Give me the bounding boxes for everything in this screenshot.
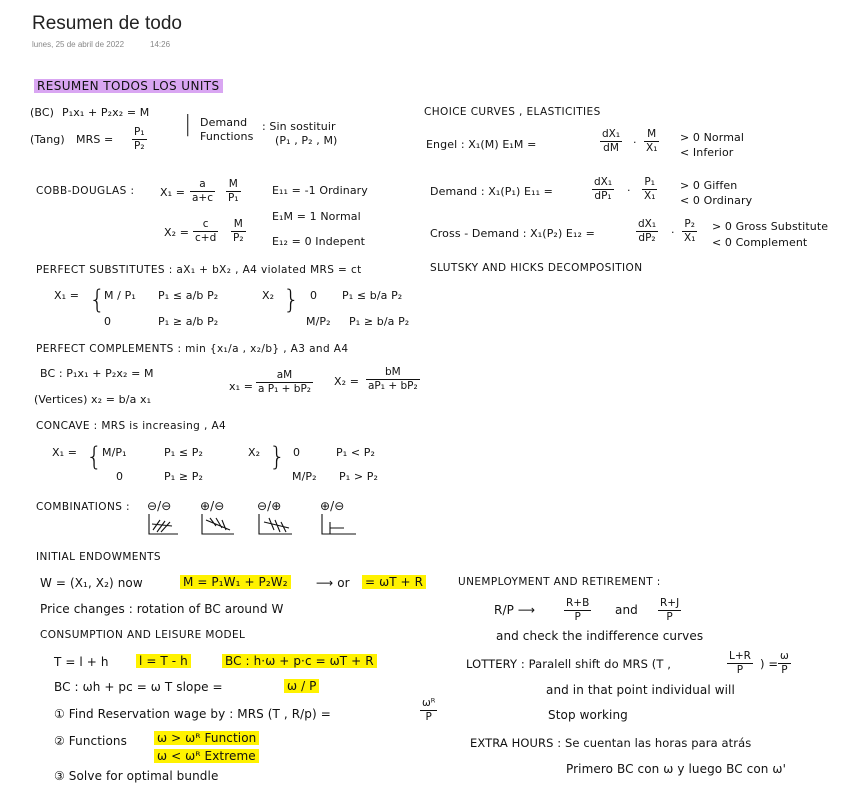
cd-m1-fraction: $\frac{M}{\text{P₁}}$	[228, 178, 239, 204]
section-heading: RESUMEN TODOS LOS UNITS	[34, 79, 223, 93]
unemployment-heading: UNEMPLOYMENT AND RETIREMENT :	[458, 576, 661, 588]
combinations-label: COMBINATIONS :	[36, 501, 130, 513]
cross-dot: ·	[671, 226, 675, 239]
cross-complement: < 0 Complement	[712, 236, 808, 249]
combo-sign-1: ⊖/⊖	[147, 499, 172, 513]
demand-p-fraction: $\frac{\text{P₁}}{\text{X₁}}$	[644, 176, 656, 202]
elasticity-e12: E₁₂ = 0 Indepent	[272, 235, 366, 248]
price-changes: Price changes : rotation of BC around W	[40, 602, 284, 616]
and-label: and	[615, 603, 638, 617]
step-2-extreme: ω < ωᴿ Extreme	[154, 749, 259, 763]
cc-brace-1: {	[86, 442, 103, 472]
lottery-line-2: and in that point individual will	[546, 683, 735, 697]
ps-case-2b: P₁ ≥ a/b P₂	[158, 315, 219, 328]
cross-fraction: $\frac{\text{dX₁}}{\text{dP₂}}$	[638, 218, 657, 244]
bc-label: (BC)	[30, 106, 55, 119]
demand-dot: ·	[627, 184, 631, 197]
ps-case-4b: P₁ ≥ b/a P₂	[349, 315, 410, 328]
sin-sustituir: : Sin sostituir	[262, 120, 336, 133]
cc-case-4a: M/P₂	[292, 470, 317, 483]
concave-heading: CONCAVE : MRS is increasing , A4	[36, 420, 227, 432]
demand-args: (P₁ , P₂ , M)	[275, 134, 338, 147]
pc-x2-fraction: $\frac{bM}{\text{aP₁ + bP₂}}$	[368, 366, 418, 392]
l-equation: l = T - h	[136, 654, 191, 668]
demand-label: Demand	[200, 116, 248, 129]
demand-giffen: > 0 Giffen	[680, 179, 738, 192]
lottery-eq: ) =	[760, 657, 779, 671]
step-3: ③ Solve for optimal bundle	[54, 769, 219, 783]
check-curves: and check the indifference curves	[496, 629, 704, 643]
engel-inferior: < Inferior	[680, 146, 734, 159]
ps-case-3a: 0	[310, 289, 318, 302]
cross-substitute: > 0 Gross Substitute	[712, 220, 829, 233]
cross-p-fraction: $\frac{\text{P₂}}{\text{X₁}}$	[684, 218, 696, 244]
cc-case-1a: M/P₁	[102, 446, 127, 459]
note-date: lunes, 25 de abril de 2022	[32, 40, 125, 49]
demand-label: Demand : X₁(P₁) E₁₁ =	[430, 185, 553, 198]
cc-case-2b: P₁ ≥ P₂	[164, 470, 203, 483]
cc-case-4b: P₁ > P₂	[339, 470, 378, 483]
bc-hw-equation: BC : h·ω + p·c = ωT + R	[222, 654, 377, 668]
tang-label: (Tang)	[30, 133, 65, 146]
step-2-function: ω > ωᴿ Function	[154, 731, 259, 745]
combo-sign-3: ⊖/⊕	[257, 499, 282, 513]
m-definition: M = P₁W₁ + P₂W₂	[180, 575, 291, 589]
initial-endowments-heading: INITIAL ENDOWMENTS	[36, 551, 161, 563]
cc-case-3a: 0	[293, 446, 301, 459]
ps-case-3b: P₁ ≤ b/a P₂	[342, 289, 403, 302]
cc-x1: X₁ =	[52, 446, 78, 459]
cc-case-2a: 0	[116, 470, 124, 483]
slope-value: ω / P	[284, 679, 319, 693]
choice-curves-heading: CHOICE CURVES , ELASTICITIES	[424, 106, 601, 118]
extra-hours: EXTRA HOURS : Se cuentan las horas para atrás	[470, 736, 752, 750]
ps-x2: X₂	[262, 289, 275, 302]
mrs-lhs: MRS =	[76, 133, 114, 146]
wt-r-equation: = ωT + R	[362, 575, 426, 589]
elasticity-e1m: E₁M = 1 Normal	[272, 210, 361, 223]
brace: |	[184, 112, 192, 137]
mrs-fraction: $\frac{\text{P₁}}{\text{P₂}}$	[134, 126, 145, 152]
engel-fraction: $\frac{\text{dX₁}}{dM}$	[602, 128, 621, 154]
lottery-fraction: $\frac{L+R}{P}$	[729, 650, 751, 676]
slutsky-heading: SLUTSKY AND HICKS DECOMPOSITION	[430, 262, 643, 274]
page-title: Resumen de todo	[32, 13, 182, 34]
combo-sign-2: ⊕/⊖	[200, 499, 225, 513]
arrow-or: ⟶ or	[316, 576, 350, 590]
step-2: ② Functions	[54, 734, 127, 748]
cd-x2: X₂ =	[164, 226, 190, 239]
ps-brace-1: {	[89, 285, 106, 315]
cd-m2-fraction: $\frac{M}{\text{P₂}}$	[233, 218, 244, 244]
engel-m-fraction: $\frac{M}{\text{X₁}}$	[646, 128, 658, 154]
cc-case-3b: P₁ < P₂	[336, 446, 375, 459]
demand-ordinary: < 0 Ordinary	[680, 194, 753, 207]
elasticity-e11: E₁₁ = -1 Ordinary	[272, 184, 368, 197]
ps-case-2a: 0	[104, 315, 112, 328]
t-equation: T = l + h	[54, 655, 109, 669]
step-1: ① Find Reservation wage by : MRS (T , R/p) =	[54, 707, 331, 721]
functions-label: Functions	[200, 130, 254, 143]
pc-x1-fraction: $\frac{aM}{\text{a P₁ + bP₂}}$	[258, 369, 311, 395]
pc-x2: X₂ =	[334, 375, 360, 388]
ps-case-1b: P₁ ≤ a/b P₂	[158, 289, 219, 302]
pc-x1: x₁ =	[229, 380, 254, 393]
demand-fraction: $\frac{\text{dX₁}}{\text{dP₁}}$	[594, 176, 613, 202]
lottery-line-3: Stop working	[548, 708, 628, 722]
consumption-leisure-heading: CONSUMPTION AND LEISURE MODEL	[40, 629, 246, 641]
endowment-def: W = (X₁, X₂) now	[40, 576, 143, 590]
pc-bc: BC : P₁x₁ + P₂x₂ = M	[40, 367, 154, 380]
perfect-substitutes-heading: PERFECT SUBSTITUTES : aX₁ + bX₂ , A4 violated MRS = ct	[36, 264, 362, 276]
engel-normal: > 0 Normal	[680, 131, 745, 144]
engel-dot: ·	[633, 136, 637, 149]
cd-a-fraction: $\frac{a}{a+c}$	[192, 178, 214, 204]
rj-fraction: $\frac{R+J}{P}$	[660, 597, 680, 623]
lottery-line: LOTTERY : Paralell shift do MRS (T ,	[466, 657, 671, 671]
rb-fraction: $\frac{R+B}{P}$	[566, 597, 590, 623]
perfect-complements-heading: PERFECT COMPLEMENTS : min {x₁/a , x₂/b} , A3 and A4	[36, 343, 349, 355]
ps-x1: X₁ =	[54, 289, 80, 302]
pc-vertices: (Vertices) x₂ = b/a x₁	[34, 393, 152, 406]
cross-demand-label: Cross - Demand : X₁(P₂) E₁₂ =	[430, 227, 595, 240]
note-time: 14:26	[150, 40, 171, 49]
rp-arrow: R/P ⟶	[494, 603, 536, 617]
cd-c-fraction: $\frac{c}{c+d}$	[195, 218, 217, 244]
lottery-w-fraction: $\frac{\omega}{P}$	[780, 650, 789, 676]
cc-x2: X₂	[248, 446, 261, 459]
cc-brace-2: }	[269, 442, 286, 472]
cd-x1: X₁ =	[160, 186, 186, 199]
bc-wh-equation: BC : ωh + pc = ω T slope =	[54, 680, 223, 694]
cc-case-1b: P₁ ≤ P₂	[164, 446, 203, 459]
combination-sketches	[144, 512, 374, 538]
extra-hours-2: Primero BC con ω y luego BC con ω'	[566, 762, 786, 776]
ps-brace-2: }	[283, 285, 300, 315]
step-1-fraction: $\frac{\text{ωᴿ}}{P}$	[422, 697, 436, 723]
bc-equation: P₁x₁ + P₂x₂ = M	[62, 106, 150, 119]
cobb-douglas-label: COBB-DOUGLAS :	[36, 185, 135, 197]
combo-sign-4: ⊕/⊖	[320, 499, 345, 513]
ps-case-1a: M / P₁	[104, 289, 136, 302]
engel-label: Engel : X₁(M) E₁M =	[426, 138, 537, 151]
ps-case-4a: M/P₂	[306, 315, 331, 328]
